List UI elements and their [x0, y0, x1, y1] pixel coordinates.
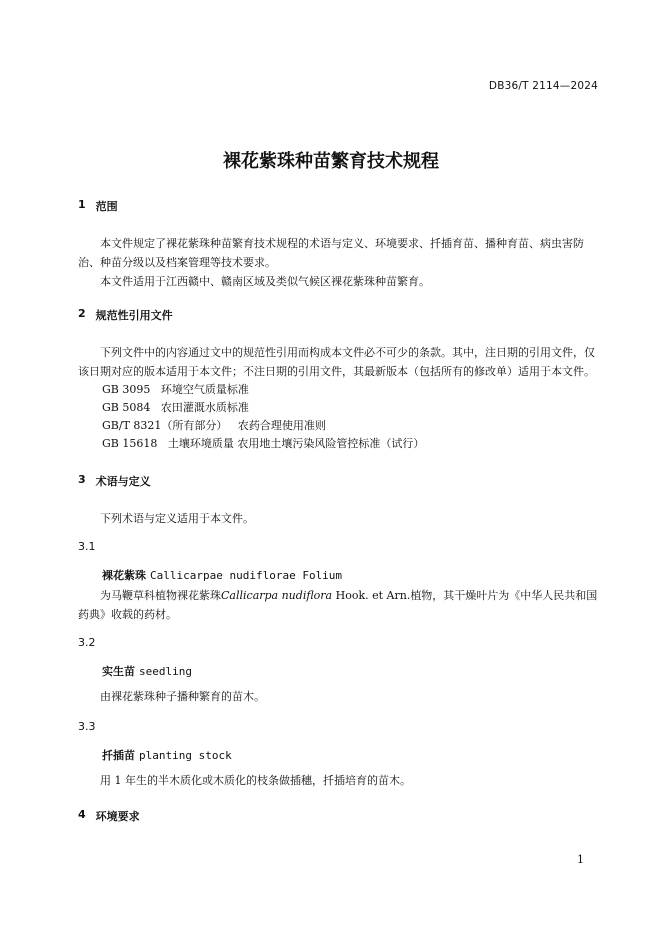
term-number: 3.1	[78, 540, 96, 553]
term-definition: 由裸花紫珠种子播种繁育的苗木。	[100, 690, 265, 703]
term-english: planting stock	[139, 749, 232, 762]
section-4-heading	[78, 808, 598, 824]
section-2-heading	[78, 307, 598, 323]
standard-code: DB36/T 2114—2024	[488, 80, 598, 92]
section-number: 1	[78, 198, 86, 211]
term-definition: 用 1 年生的半木质化或木质化的枝条做插穗，扦插培育的苗木。	[100, 774, 411, 787]
section-3-heading	[78, 473, 598, 489]
section-title: 环境要求	[95, 810, 140, 823]
scope-paragraph-2: 本文件适用于江西赣中、赣南区域及类似气候区裸花紫珠种苗繁育。	[100, 275, 430, 288]
term-chinese: 扦插苗	[102, 749, 135, 762]
references-intro: 下列文件中的内容通过文中的规范性引用而构成本文件必不可少的条款。其中，注日期的引用文件，仅该日期对应的版本适用于本文件；不注日期的引用文件，其最新版本（包括所有的修改单）适用于本文件。	[78, 346, 595, 378]
section-title: 范围	[95, 200, 118, 213]
term-name	[102, 747, 598, 763]
document-body	[78, 198, 598, 824]
section-number: 4	[78, 808, 86, 821]
latin-name: Callicarpa nudiflora	[221, 589, 333, 602]
term-definition	[78, 586, 598, 624]
reference-item: GB 15618 土壤环境质量 农用地土壤污染风险管控标准（试行）	[102, 437, 425, 450]
section-number: 3	[78, 473, 86, 486]
section-1-heading	[78, 198, 598, 214]
terms-intro: 下列术语与定义适用于本文件。	[100, 512, 254, 525]
term-english: Callicarpae nudiflorae Folium	[150, 569, 343, 582]
scope-paragraph-1: 本文件规定了裸花紫珠种苗繁育技术规程的术语与定义、环境要求、扦插育苗、播种育苗、病虫害防治、种苗分级以及档案管理等技术要求。	[78, 237, 584, 269]
section-title: 术语与定义	[95, 475, 151, 488]
term-number: 3.2	[78, 636, 96, 649]
page-number: 1	[577, 853, 584, 866]
reference-item: GB 3095 环境空气质量标准	[102, 383, 249, 396]
reference-item: GB/T 8321（所有部分） 农药合理使用准则	[102, 419, 326, 432]
definition-text: Hook. et Arn.植物，其干燥叶片为《中华人民共和国药典》收载的药材。	[78, 589, 598, 621]
section-title: 规范性引用文件	[95, 309, 173, 322]
term-chinese: 实生苗	[102, 665, 135, 678]
term-english: seedling	[139, 665, 192, 678]
reference-item: GB 5084 农田灌溉水质标准	[102, 401, 249, 414]
term-chinese: 裸花紫珠	[102, 569, 146, 582]
definition-text: 为马鞭草科植物裸花紫珠	[100, 589, 221, 602]
section-number: 2	[78, 307, 86, 320]
term-number: 3.3	[78, 720, 96, 733]
term-name	[102, 663, 598, 679]
term-name	[102, 567, 598, 583]
document-title: 裸花紫珠种苗繁育技术规程	[223, 151, 439, 172]
